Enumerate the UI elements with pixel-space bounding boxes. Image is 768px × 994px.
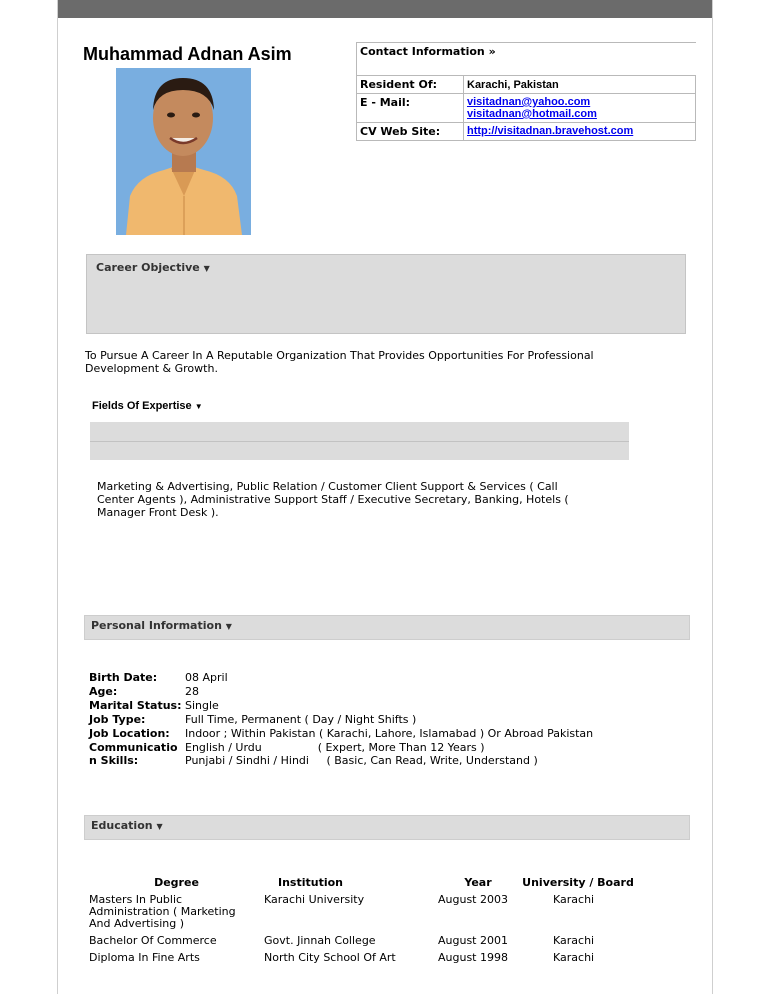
job-location-label: Job Location:	[89, 727, 170, 740]
education-table	[89, 876, 638, 969]
year-cell: August 2001	[438, 934, 508, 947]
cv-page	[57, 0, 713, 994]
career-objective-text: To Pursue A Career In A Reputable Organization That Provides Opportunities For Professional Development & Growth.	[85, 349, 594, 375]
degree-cell: Masters In Public Administration ( Marketing And Advertising )	[89, 893, 236, 930]
career-objective-header[interactable]: Career Objective ▼	[86, 254, 686, 334]
website-link[interactable]: http://visitadnan.bravehost.com	[467, 125, 634, 137]
website-value	[464, 123, 696, 141]
institution-cell: Karachi University	[264, 893, 365, 906]
profile-photo	[116, 68, 251, 235]
marital-status-label: Marital Status:	[89, 699, 182, 712]
contact-info-table	[356, 42, 696, 141]
caret-down-icon: ▼	[225, 622, 232, 631]
education-header[interactable]: Education ▼	[84, 815, 690, 840]
job-type-value: Full Time, Permanent ( Day / Night Shifts )	[185, 713, 417, 726]
communication-skills-value: English / Urdu ( Expert, More Than 12 Years ) Punjabi / Sindhi / Hindi ( Basic, Can Read, Write, Understand )	[185, 741, 538, 767]
fields-of-expertise-header[interactable]: Fields Of Expertise ▼	[92, 400, 203, 412]
email-label: E - Mail:	[357, 94, 464, 123]
job-location-value: Indoor ; Within Pakistan ( Karachi, Lahore, Islamabad ) Or Abroad Pakistan	[185, 727, 594, 740]
email-values	[464, 94, 696, 123]
resident-value: Karachi, Pakistan	[464, 76, 696, 94]
board-cell: Karachi	[553, 934, 595, 947]
institution-cell: Govt. Jinnah College	[264, 934, 376, 947]
board-cell: Karachi	[553, 893, 595, 906]
candidate-name: Muhammad Adnan Asim	[83, 44, 292, 64]
job-type-label: Job Type:	[89, 713, 146, 726]
institution-cell: North City School Of Art	[264, 951, 396, 964]
personal-information-header[interactable]: Personal Information ▼	[84, 615, 690, 640]
degree-cell: Bachelor Of Commerce	[89, 934, 217, 947]
birth-date-value: 08 April	[185, 671, 228, 684]
contact-header: Contact Information »	[357, 43, 696, 76]
year-cell: August 2003	[438, 893, 508, 906]
age-value: 28	[185, 685, 199, 698]
expertise-bar	[90, 422, 629, 460]
table-row	[89, 952, 638, 969]
resident-label: Resident Of:	[357, 76, 464, 94]
caret-down-icon: ▼	[194, 402, 203, 411]
website-label: CV Web Site:	[357, 123, 464, 141]
age-label: Age:	[89, 685, 118, 698]
table-row	[89, 935, 638, 952]
marital-status-value: Single	[185, 699, 219, 712]
email-link-hotmail[interactable]: visitadnan@hotmail.com	[467, 108, 597, 120]
caret-down-icon: ▼	[203, 264, 210, 273]
person-photo-illustration	[116, 68, 251, 235]
column-header-degree: Degree	[154, 876, 199, 889]
email-link-yahoo[interactable]: visitadnan@yahoo.com	[467, 96, 591, 108]
communication-skills-label: Communication Skills:	[89, 741, 178, 767]
year-cell: August 1998	[438, 951, 508, 964]
birth-date-label: Birth Date:	[89, 671, 158, 684]
top-bar	[58, 0, 712, 18]
caret-down-icon: ▼	[156, 822, 163, 831]
column-header-institution: Institution	[278, 876, 344, 889]
degree-cell: Diploma In Fine Arts	[89, 951, 200, 964]
board-cell: Karachi	[553, 951, 595, 964]
expertise-text: Marketing & Advertising, Public Relation / Customer Client Support & Services ( Call Center Agents ), Administrative Support Staff / Executive Secretary, Banking, Hotels ( Manager Front Desk ).	[97, 480, 569, 519]
column-header-university: University / Board	[522, 876, 634, 889]
personal-info-table	[89, 671, 593, 768]
column-header-year: Year	[464, 876, 492, 889]
table-row	[89, 894, 638, 935]
